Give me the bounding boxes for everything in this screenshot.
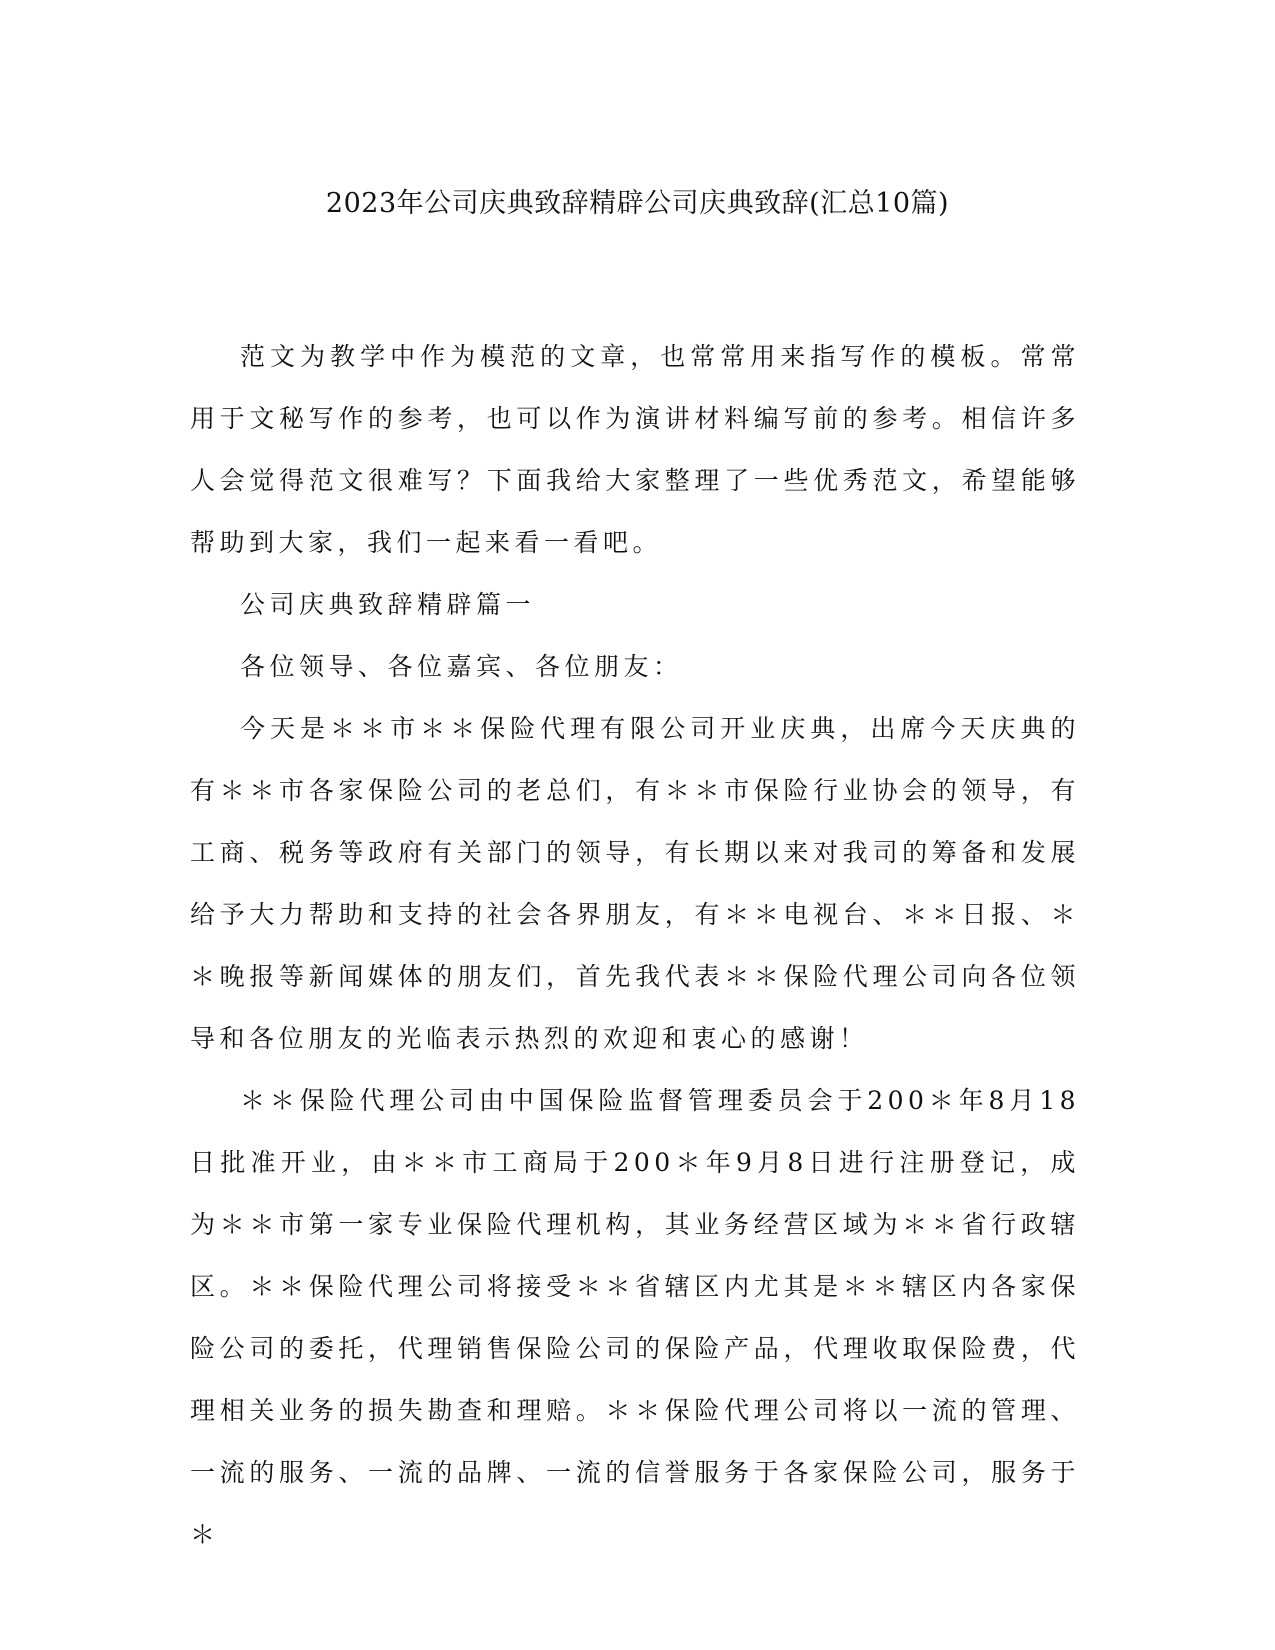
section-heading: 公司庆典致辞精辟篇一 — [240, 590, 536, 619]
paragraph-company-intro: ＊＊保险代理公司由中国保险监督管理委员会于200＊年8月18日批准开业，由＊＊市工商局于200＊年9月8日进行注册登记，成为＊＊市第一家专业保险代理机构，其业务经营区域为＊＊省行政辖区。＊＊保险代理公司将接受＊＊省辖区内尤其是＊＊辖区内各家保险公司的委托，代理销售保险公司的保险产品，代理收取保险费，代理相关业务的损失勘查和理赔。＊＊保险代理公司将以一流的管理、一流的服务、一流的品牌、一流的信誉服务于各家保险公司，服务于＊ — [190, 1086, 1080, 1549]
salutation: 各位领导、各位嘉宾、各位朋友： — [240, 652, 683, 681]
document-body — [190, 326, 1080, 1566]
paragraph-intro: 范文为教学中作为模范的文章，也常常用来指写作的模板。常常用于文秘写作的参考，也可以作为演讲材料编写前的参考。相信许多人会觉得范文很难写？下面我给大家整理了一些优秀范文，希望能够帮助到大家，我们一起来看一看吧。 — [190, 342, 1080, 557]
paragraph-opening: 今天是＊＊市＊＊保险代理有限公司开业庆典，出席今天庆典的有＊＊市各家保险公司的老总们，有＊＊市保险行业协会的领导，有工商、税务等政府有关部门的领导，有长期以来对我司的筹备和发展给予大力帮助和支持的社会各界朋友，有＊＊电视台、＊＊日报、＊＊晚报等新闻媒体的朋友们，首先我代表＊＊保险代理公司向各位领导和各位朋友的光临表示热烈的欢迎和衷心的感谢！ — [190, 714, 1080, 1053]
document-title: 2023年公司庆典致辞精辟公司庆典致辞(汇总10篇) — [325, 188, 950, 219]
